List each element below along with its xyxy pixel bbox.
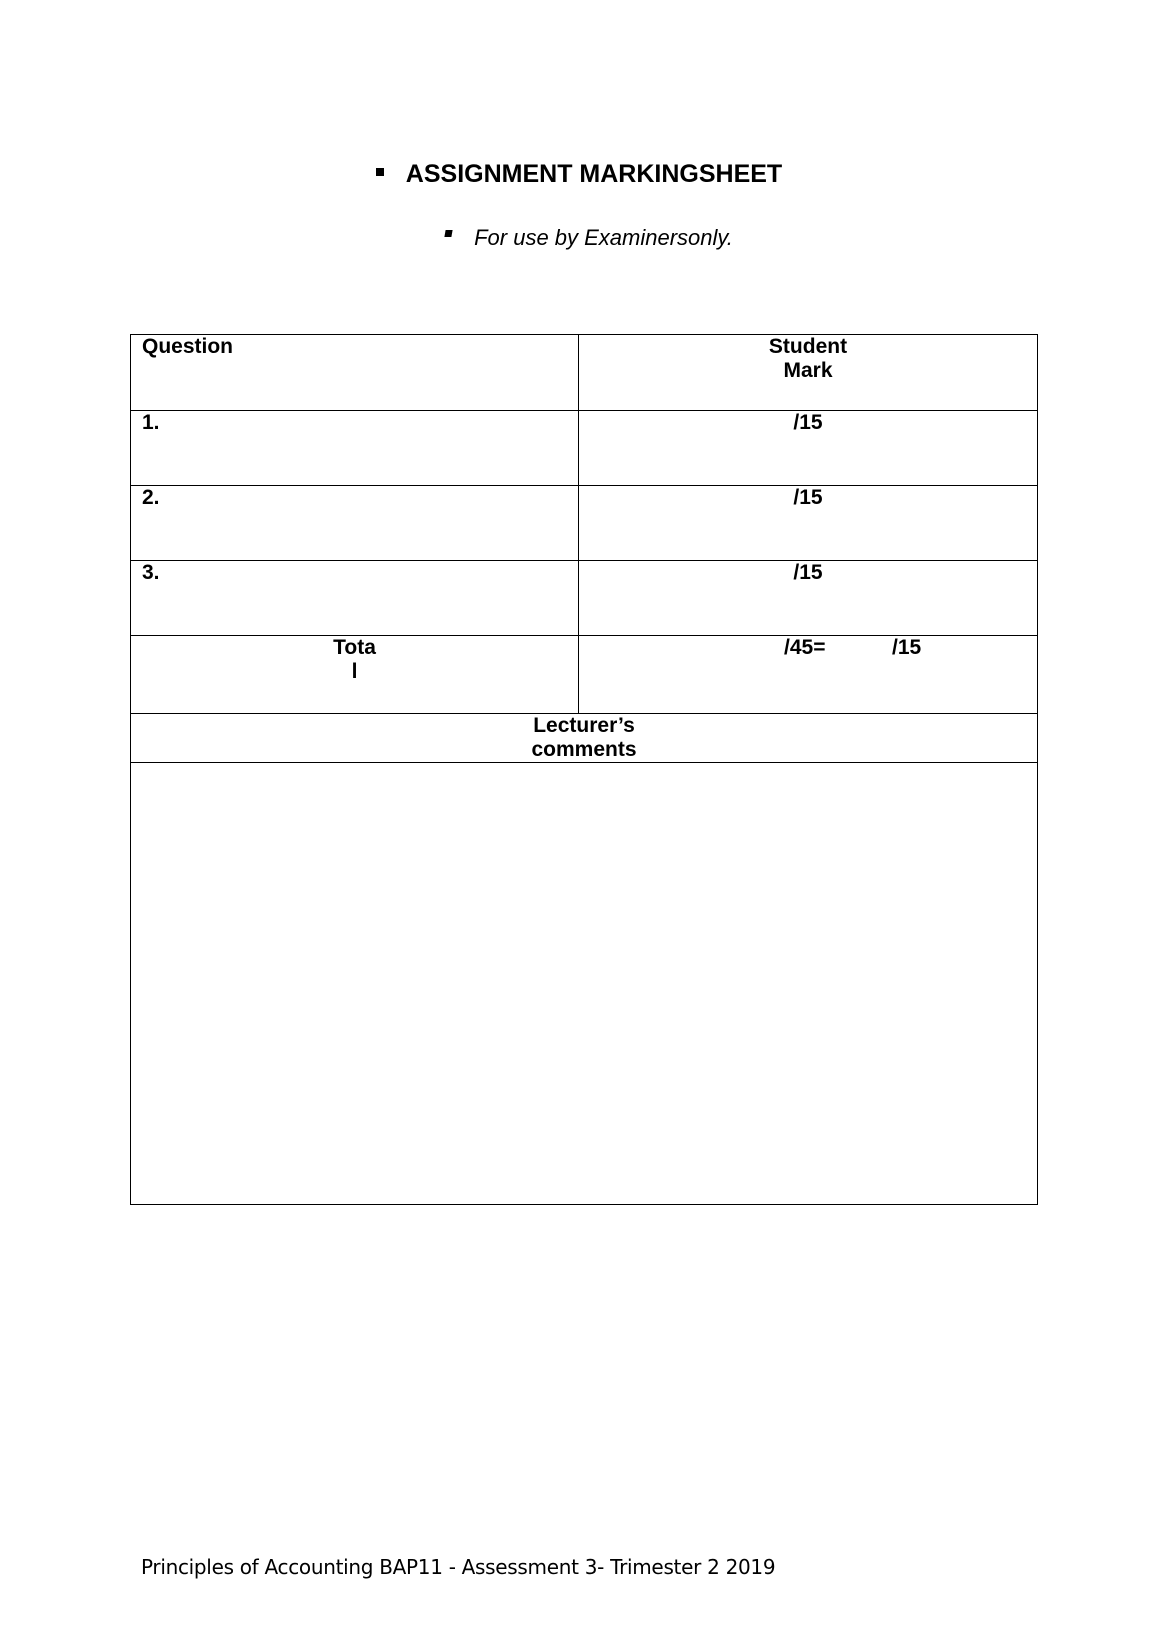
table-row (131, 411, 1038, 486)
mark-value: /15 (793, 411, 823, 434)
student-mark-header-line2: Mark (783, 359, 833, 382)
total-mark-cell[interactable] (579, 636, 1038, 714)
marking-table (130, 334, 1038, 1205)
total-label-line2: l (351, 660, 358, 683)
comments-header-line1: Lecturer’s (533, 714, 635, 737)
mark-cell[interactable] (579, 486, 1038, 561)
page-subtitle (0, 225, 1158, 251)
square-bullet-icon (444, 230, 452, 237)
total-label-line1: Tota (333, 636, 376, 659)
mark-cell[interactable] (579, 411, 1038, 486)
total-mark-scaled: /15 (892, 636, 922, 659)
mark-cell[interactable] (579, 561, 1038, 636)
question-cell (131, 561, 579, 636)
question-header (131, 335, 579, 411)
comments-area[interactable] (131, 763, 1038, 1205)
page-footer: Principles of Accounting BAP11 - Assessment 3- Trimester 2 2019 (141, 1555, 776, 1579)
total-mark-raw: /45= (784, 636, 826, 659)
student-mark-header-line1: Student (768, 335, 848, 358)
question-number: 2. (142, 486, 160, 509)
table-header-row (131, 335, 1038, 411)
comments-header-line2: comments (531, 738, 637, 761)
comments-header (131, 714, 1038, 763)
question-number: 1. (142, 411, 160, 434)
page-subtitle-text: For use by Examinersonly. (474, 225, 733, 250)
comments-body-row (131, 763, 1038, 1205)
table-row (131, 561, 1038, 636)
total-label-cell (131, 636, 579, 714)
question-cell (131, 411, 579, 486)
total-row (131, 636, 1038, 714)
comments-header-row (131, 714, 1038, 763)
page-title-text: ASSIGNMENT MARKINGSHEET (405, 160, 783, 188)
mark-value: /15 (793, 561, 823, 584)
square-bullet-icon (376, 168, 384, 176)
table-row (131, 486, 1038, 561)
page-title (0, 160, 1158, 189)
question-cell (131, 486, 579, 561)
question-header-label: Question (142, 335, 234, 358)
student-mark-header (579, 335, 1038, 411)
question-number: 3. (142, 561, 160, 584)
mark-value: /15 (793, 486, 823, 509)
